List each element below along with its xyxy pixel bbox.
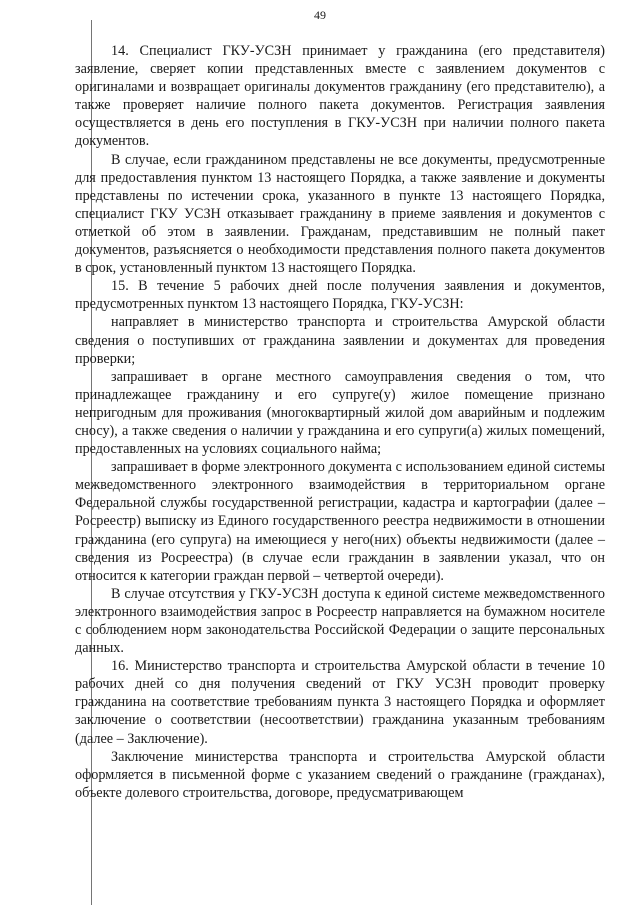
- document-body: [75, 42, 605, 802]
- paragraph-request-rosreestr: запрашивает в форме электронного документа с использованием единой системы межведомственного электронного взаимодействия в территориальном органе Федеральной службы государственной регистрации, кадастра и картографии (далее – Росреестр) выписку из Единого государственного реестра недвижимости в отношении гражданина (его супруга) на имеющиеся у него(них) объекты недвижимости (далее – сведения из Росреестра) (в случае если гражданин в заявлении указал, что он относится к категории граждан первой – четвертой очереди).: [75, 459, 605, 584]
- paragraph-request-local-gov: запрашивает в органе местного самоуправления сведения о том, что принадлежащее гражданину и его супруге(у) жилое помещение признано непригодным для проживания (многоквартирный жилой дом аварийным и подлежим сносу), а также сведения о наличии у гражданина и его супруги(а) жилых помещений, предоставленных на условиях социального найма;: [75, 368, 605, 458]
- paragraph-send-ministry: направляет в министерство транспорта и строительства Амурской области сведения о поступивших от гражданина заявлении и документах для проведения проверки;: [75, 314, 605, 367]
- paragraph-refusal: В случае, если гражданином представлены не все документы, предусмотренные для предоставления пунктом 13 настоящего Порядка, а также заявление и документы представлены по истечении срока, указанного в пункте 13 настоящего Порядка, специалист ГКУ УСЗН отказывает гражданину в приеме заявления и документов с отметкой об этом в заявлении. Гражданам, представившим не полный пакет документов, разъясняется о необходимости представления полного пакета документов в срок, установленный пунктом 13 настоящего Порядка.: [75, 151, 605, 277]
- paragraph-15: 15. В течение 5 рабочих дней после получения заявления и документов, предусмотренных пунктом 13 настоящего Порядка, ГКУ-УСЗН:: [75, 278, 605, 313]
- page-number: 49: [314, 8, 326, 22]
- paragraph-no-access: В случае отсутствия у ГКУ-УСЗН доступа к единой системе межведомственного электронного взаимодействия запрос в Росреестр направляется на бумажном носителе с соблюдением норм законодательства Российской Федерации о защите персональных данных.: [75, 585, 605, 657]
- paragraph-conclusion: Заключение министерства транспорта и строительства Амурской области оформляется в письменной форме с указанием сведений о гражданине (гражданах), объекте долевого строительства, договоре, предусматривающем: [75, 748, 605, 801]
- paragraph-14: 14. Специалист ГКУ-УСЗН принимает у гражданина (его представителя) заявление, сверяет копии представленных вместе с заявлением документов с оригиналами и возвращает оригиналы документов гражданину (его представителю), а также проверяет наличие полного пакета документов. Регистрация заявления осуществляется в день его поступления в ГКУ-УСЗН при наличии полного пакета документов.: [75, 43, 605, 150]
- paragraph-16: 16. Министерство транспорта и строительства Амурской области в течение 10 рабочих дней со дня получения сведений от ГКУ УСЗН проводит проверку гражданина на соответствие требованиям пункта 3 настоящего Порядка и оформляет заключение о соответствии (несоответствии) гражданина указанным требованиям (далее – Заключение).: [75, 658, 605, 747]
